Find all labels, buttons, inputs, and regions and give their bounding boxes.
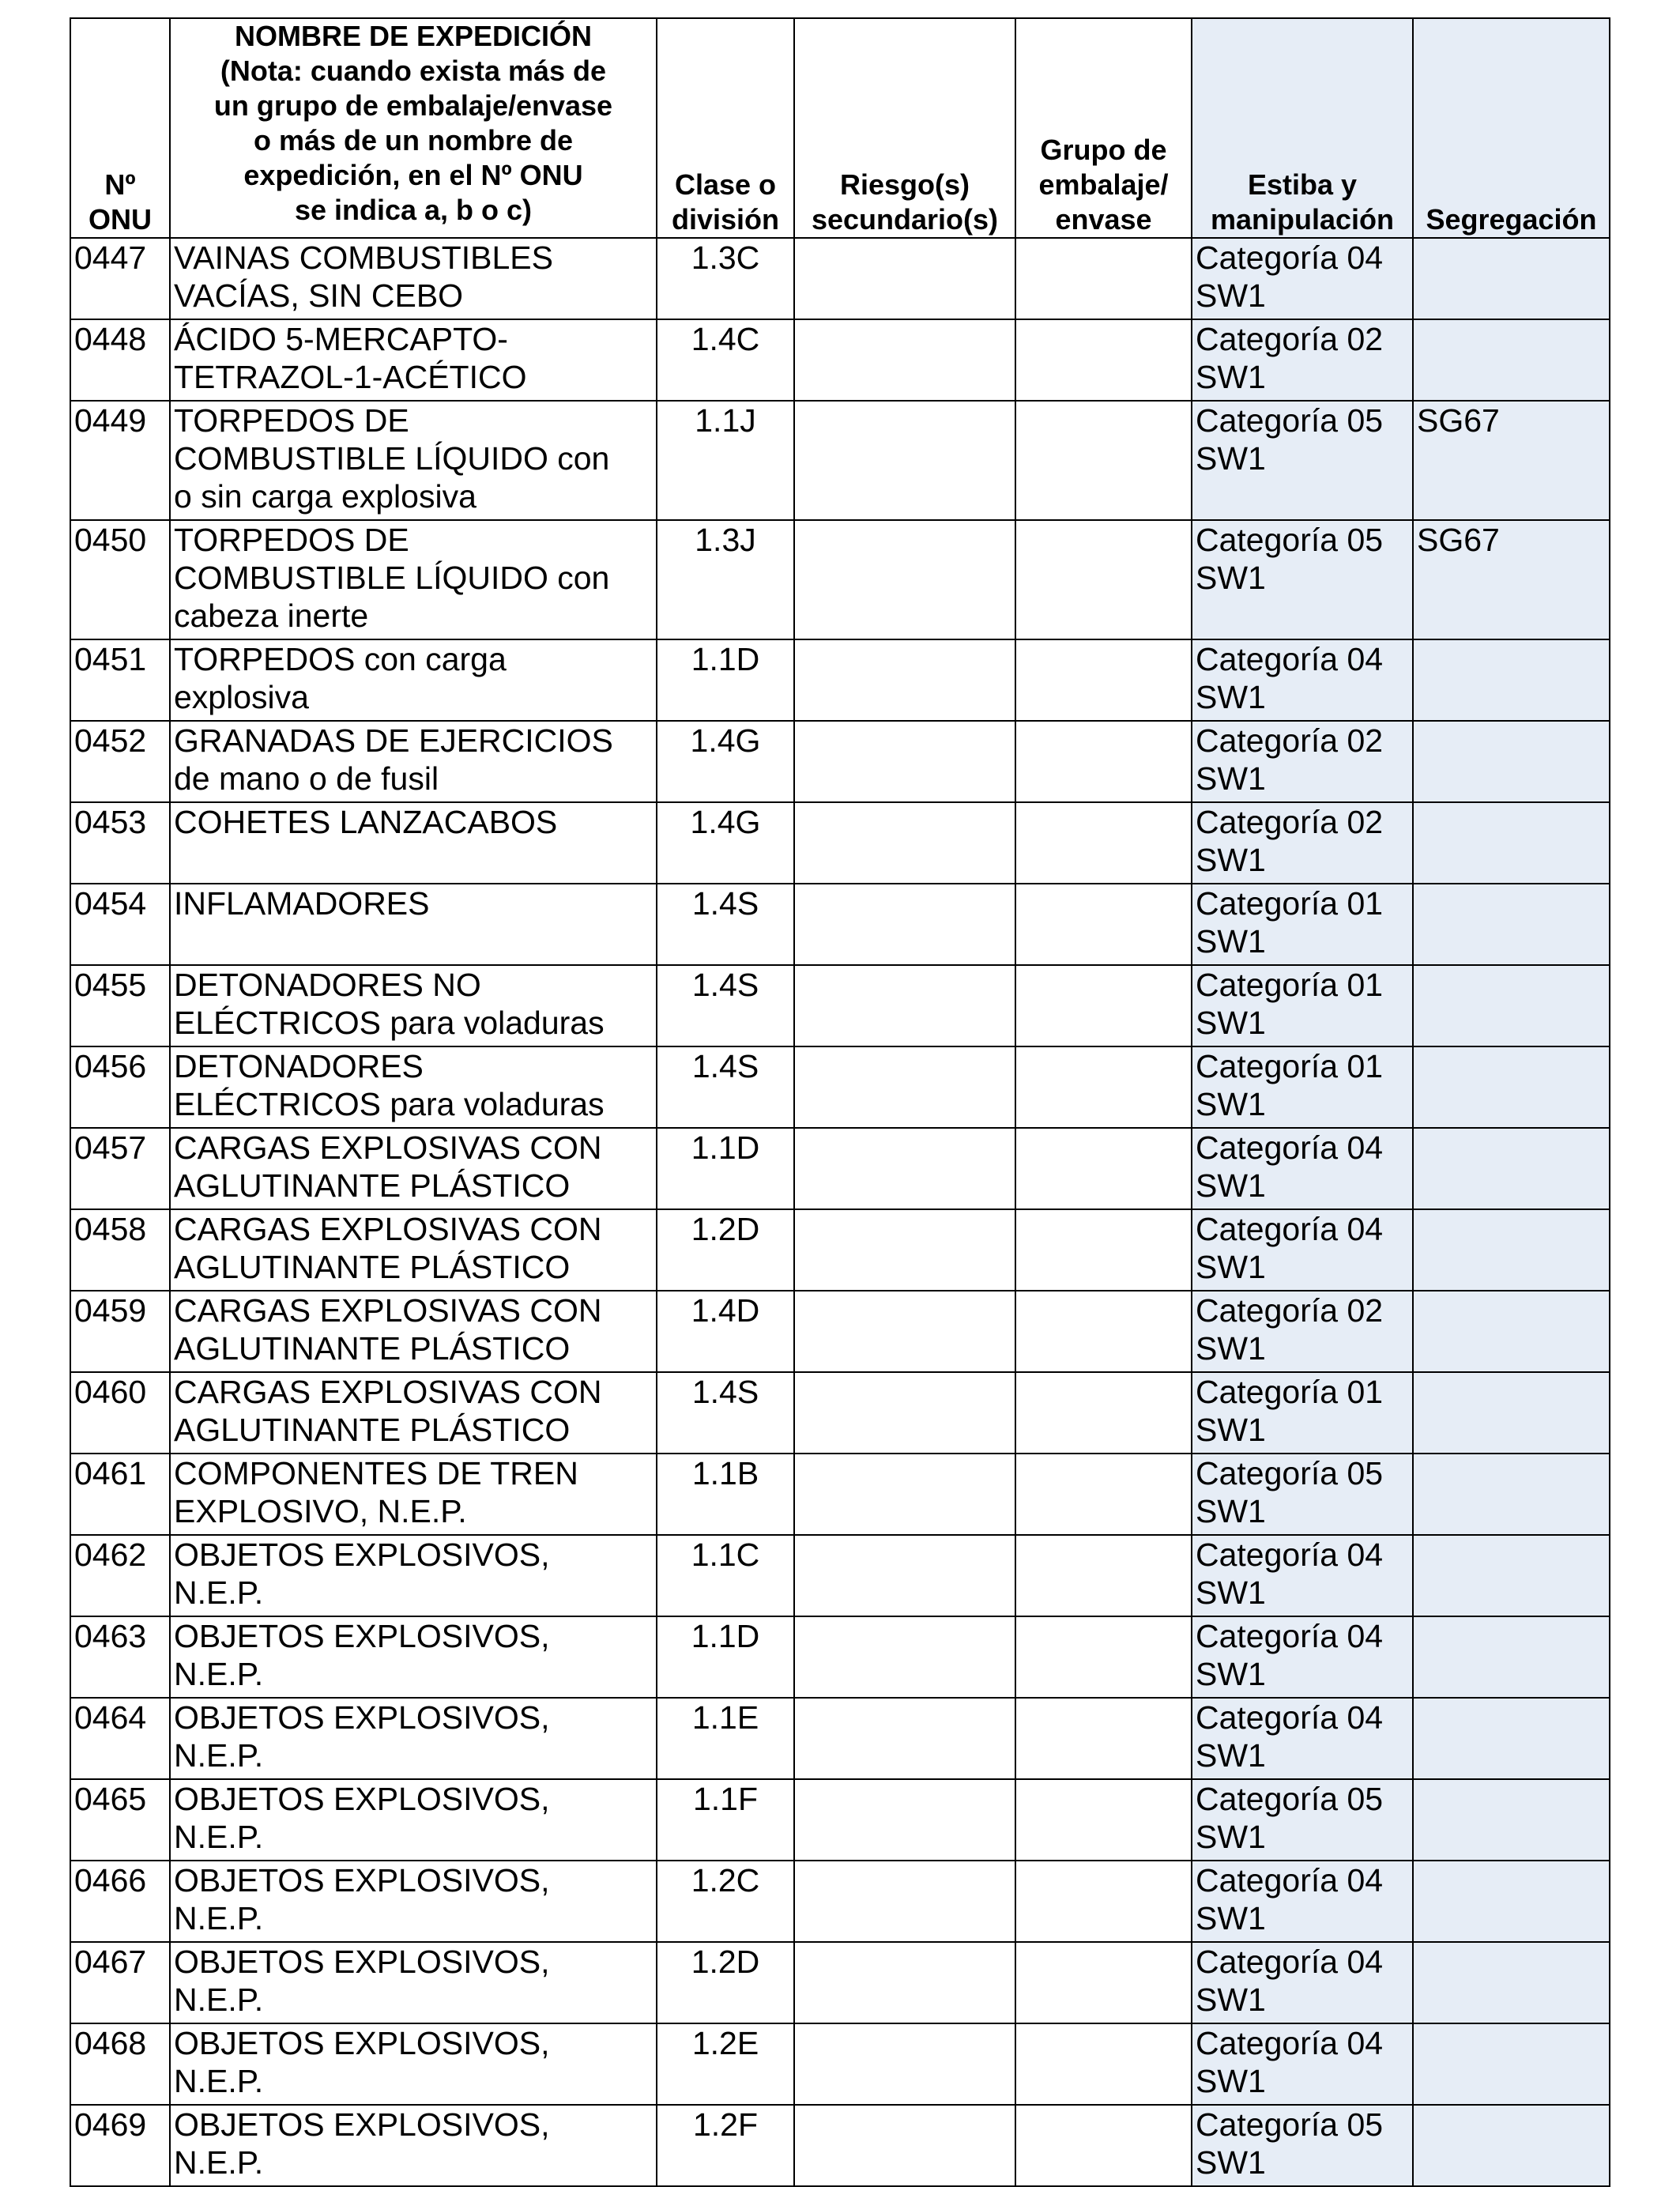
shipping-name-cell: OBJETOS EXPLOSIVOS, N.E.P. [170,1861,657,1942]
packing-group-cell [1015,1291,1192,1372]
packing-group-cell [1015,238,1192,319]
shipping-name-cell: TORPEDOS con carga explosiva [170,639,657,721]
segregation-cell [1413,1535,1610,1616]
shipping-name-cell: COHETES LANZACABOS [170,802,657,884]
subsidiary-risk-cell [794,639,1015,721]
stowage-cell: Categoría 01 SW1 [1192,965,1413,1046]
segregation-cell [1413,965,1610,1046]
stowage-cell: Categoría 04 SW1 [1192,1616,1413,1698]
shipping-name-cell: OBJETOS EXPLOSIVOS, N.E.P. [170,1779,657,1861]
stowage-cell: Categoría 04 SW1 [1192,2023,1413,2105]
stowage-cell: Categoría 02 SW1 [1192,1291,1413,1372]
shipping-name-cell: INFLAMADORES [170,884,657,965]
packing-group-cell [1015,1779,1192,1861]
segregation-cell [1413,238,1610,319]
table-row [70,721,1610,802]
un-number-cell: 0460 [70,1372,170,1454]
subsidiary-risk-cell [794,319,1015,401]
packing-group-cell [1015,1454,1192,1535]
table-row [70,802,1610,884]
class-division-cell: 1.2E [657,2023,794,2105]
class-division-cell: 1.4S [657,1372,794,1454]
stowage-cell: Categoría 01 SW1 [1192,1372,1413,1454]
un-number-cell: 0466 [70,1861,170,1942]
segregation-cell [1413,639,1610,721]
shipping-name-cell: OBJETOS EXPLOSIVOS, N.E.P. [170,2023,657,2105]
class-division-cell: 1.2D [657,1942,794,2023]
stowage-cell: Categoría 02 SW1 [1192,319,1413,401]
shipping-name-cell: CARGAS EXPLOSIVAS CON AGLUTINANTE PLÁSTICO [170,1128,657,1209]
class-division-cell: 1.1E [657,1698,794,1779]
table-body [70,238,1610,2186]
class-division-cell: 1.4S [657,884,794,965]
stowage-cell: Categoría 04 SW1 [1192,1128,1413,1209]
stowage-cell: Categoría 05 SW1 [1192,401,1413,520]
subsidiary-risk-cell [794,1209,1015,1291]
segregation-cell [1413,1128,1610,1209]
segregation-cell [1413,319,1610,401]
segregation-cell [1413,802,1610,884]
segregation-cell [1413,1209,1610,1291]
table-row [70,238,1610,319]
segregation-cell [1413,721,1610,802]
class-division-cell: 1.4S [657,965,794,1046]
shipping-name-cell: GRANADAS DE EJERCICIOS de mano o de fusil [170,721,657,802]
shipping-name-cell: DETONADORES NO ELÉCTRICOS para voladuras [170,965,657,1046]
stowage-cell: Categoría 01 SW1 [1192,884,1413,965]
packing-group-cell [1015,319,1192,401]
packing-group-cell [1015,1698,1192,1779]
packing-group-cell [1015,721,1192,802]
packing-group-cell [1015,1128,1192,1209]
subsidiary-risk-cell [794,2105,1015,2186]
class-division-cell: 1.2D [657,1209,794,1291]
subsidiary-risk-cell [794,721,1015,802]
un-number-cell: 0463 [70,1616,170,1698]
segregation-cell [1413,1454,1610,1535]
segregation-cell [1413,1046,1610,1128]
shipping-name-cell: OBJETOS EXPLOSIVOS, N.E.P. [170,1942,657,2023]
segregation-cell [1413,1698,1610,1779]
un-number-cell: 0453 [70,802,170,884]
stowage-cell: Categoría 04 SW1 [1192,1698,1413,1779]
subsidiary-risk-cell [794,1046,1015,1128]
header-row [70,18,1610,238]
stowage-cell: Categoría 04 SW1 [1192,238,1413,319]
class-division-cell: 1.3C [657,238,794,319]
class-division-cell: 1.1D [657,639,794,721]
segregation-cell [1413,1861,1610,1942]
un-number-cell: 0464 [70,1698,170,1779]
packing-group-cell [1015,2023,1192,2105]
table-row [70,520,1610,639]
un-number-cell: 0462 [70,1535,170,1616]
un-number-cell: 0458 [70,1209,170,1291]
packing-group-cell [1015,520,1192,639]
un-number-cell: 0448 [70,319,170,401]
stowage-cell: Categoría 04 SW1 [1192,1535,1413,1616]
table-row [70,1128,1610,1209]
shipping-name-cell: VAINAS COMBUSTIBLES VACÍAS, SIN CEBO [170,238,657,319]
un-number-cell: 0465 [70,1779,170,1861]
subsidiary-risk-cell [794,1616,1015,1698]
class-division-cell: 1.1C [657,1535,794,1616]
stowage-cell: Categoría 04 SW1 [1192,1861,1413,1942]
stowage-cell: Categoría 04 SW1 [1192,1209,1413,1291]
class-division-cell: 1.1B [657,1454,794,1535]
header-subsidiary-risk: Riesgo(s) secundario(s) [794,18,1015,238]
un-number-cell: 0454 [70,884,170,965]
subsidiary-risk-cell [794,401,1015,520]
subsidiary-risk-cell [794,965,1015,1046]
shipping-name-cell: OBJETOS EXPLOSIVOS, N.E.P. [170,1698,657,1779]
stowage-cell: Categoría 04 SW1 [1192,639,1413,721]
shipping-name-cell: TORPEDOS DE COMBUSTIBLE LÍQUIDO con cabeza inerte [170,520,657,639]
un-number-cell: 0452 [70,721,170,802]
table-row [70,1698,1610,1779]
packing-group-cell [1015,2105,1192,2186]
subsidiary-risk-cell [794,1779,1015,1861]
table-row [70,1291,1610,1372]
shipping-name-cell: OBJETOS EXPLOSIVOS, N.E.P. [170,1535,657,1616]
table-row [70,1942,1610,2023]
table-row [70,1779,1610,1861]
class-division-cell: 1.4C [657,319,794,401]
un-number-cell: 0459 [70,1291,170,1372]
packing-group-cell [1015,401,1192,520]
header-un-number: Nº ONU [70,18,170,238]
stowage-cell: Categoría 05 SW1 [1192,520,1413,639]
class-division-cell: 1.4G [657,802,794,884]
subsidiary-risk-cell [794,1454,1015,1535]
segregation-cell [1413,1291,1610,1372]
class-division-cell: 1.1J [657,401,794,520]
subsidiary-risk-cell [794,1942,1015,2023]
shipping-name-cell: OBJETOS EXPLOSIVOS, N.E.P. [170,1616,657,1698]
table-row [70,1209,1610,1291]
shipping-name-cell: CARGAS EXPLOSIVAS CON AGLUTINANTE PLÁSTICO [170,1291,657,1372]
packing-group-cell [1015,1046,1192,1128]
subsidiary-risk-cell [794,520,1015,639]
segregation-cell: SG67 [1413,520,1610,639]
packing-group-cell [1015,965,1192,1046]
un-number-cell: 0461 [70,1454,170,1535]
subsidiary-risk-cell [794,1535,1015,1616]
un-number-cell: 0451 [70,639,170,721]
un-number-cell: 0469 [70,2105,170,2186]
packing-group-cell [1015,1372,1192,1454]
packing-group-cell [1015,1861,1192,1942]
packing-group-cell [1015,1616,1192,1698]
un-number-cell: 0456 [70,1046,170,1128]
table-row [70,1616,1610,1698]
table-row [70,1535,1610,1616]
un-number-cell: 0457 [70,1128,170,1209]
class-division-cell: 1.1F [657,1779,794,1861]
class-division-cell: 1.2C [657,1861,794,1942]
subsidiary-risk-cell [794,1372,1015,1454]
packing-group-cell [1015,802,1192,884]
segregation-cell [1413,1779,1610,1861]
table-row [70,2023,1610,2105]
header-packing-group: Grupo de embalaje/ envase [1015,18,1192,238]
header-segregation: Segregación [1413,18,1610,238]
header-stowage: Estiba y manipulación [1192,18,1413,238]
shipping-name-cell: CARGAS EXPLOSIVAS CON AGLUTINANTE PLÁSTICO [170,1372,657,1454]
shipping-name-cell: TORPEDOS DE COMBUSTIBLE LÍQUIDO con o sin carga explosiva [170,401,657,520]
stowage-cell: Categoría 05 SW1 [1192,1454,1413,1535]
un-number-cell: 0468 [70,2023,170,2105]
subsidiary-risk-cell [794,802,1015,884]
segregation-cell [1413,1616,1610,1698]
table-row [70,1046,1610,1128]
subsidiary-risk-cell [794,1128,1015,1209]
table-row [70,639,1610,721]
packing-group-cell [1015,1209,1192,1291]
dangerous-goods-table [70,17,1610,2187]
table-row [70,2105,1610,2186]
subsidiary-risk-cell [794,1291,1015,1372]
un-number-cell: 0447 [70,238,170,319]
stowage-cell: Categoría 04 SW1 [1192,1942,1413,2023]
shipping-name-cell: ÁCIDO 5-MERCAPTO- TETRAZOL-1-ACÉTICO [170,319,657,401]
stowage-cell: Categoría 01 SW1 [1192,1046,1413,1128]
subsidiary-risk-cell [794,238,1015,319]
table-row [70,401,1610,520]
un-number-cell: 0455 [70,965,170,1046]
subsidiary-risk-cell [794,1861,1015,1942]
packing-group-cell [1015,884,1192,965]
stowage-cell: Categoría 02 SW1 [1192,802,1413,884]
table-row [70,1372,1610,1454]
segregation-cell [1413,884,1610,965]
shipping-name-cell: OBJETOS EXPLOSIVOS, N.E.P. [170,2105,657,2186]
header-shipping-name: NOMBRE DE EXPEDICIÓN (Nota: cuando exista más de un grupo de embalaje/envase o más de un nombre de expedición, en el Nº ONU se indica a, b o c) [170,18,657,238]
packing-group-cell [1015,1535,1192,1616]
shipping-name-cell: COMPONENTES DE TREN EXPLOSIVO, N.E.P. [170,1454,657,1535]
table-row [70,965,1610,1046]
class-division-cell: 1.4G [657,721,794,802]
shipping-name-cell: CARGAS EXPLOSIVAS CON AGLUTINANTE PLÁSTICO [170,1209,657,1291]
segregation-cell [1413,1372,1610,1454]
header-class-division: Clase o división [657,18,794,238]
class-division-cell: 1.1D [657,1616,794,1698]
packing-group-cell [1015,639,1192,721]
segregation-cell [1413,1942,1610,2023]
shipping-name-cell: DETONADORES ELÉCTRICOS para voladuras [170,1046,657,1128]
segregation-cell: SG67 [1413,401,1610,520]
table-row [70,884,1610,965]
un-number-cell: 0449 [70,401,170,520]
class-division-cell: 1.1D [657,1128,794,1209]
class-division-cell: 1.4S [657,1046,794,1128]
segregation-cell [1413,2105,1610,2186]
packing-group-cell [1015,1942,1192,2023]
class-division-cell: 1.4D [657,1291,794,1372]
segregation-cell [1413,2023,1610,2105]
table-row [70,1454,1610,1535]
stowage-cell: Categoría 05 SW1 [1192,2105,1413,2186]
subsidiary-risk-cell [794,2023,1015,2105]
stowage-cell: Categoría 05 SW1 [1192,1779,1413,1861]
un-number-cell: 0467 [70,1942,170,2023]
subsidiary-risk-cell [794,884,1015,965]
table-row [70,1861,1610,1942]
un-number-cell: 0450 [70,520,170,639]
subsidiary-risk-cell [794,1698,1015,1779]
class-division-cell: 1.2F [657,2105,794,2186]
class-division-cell: 1.3J [657,520,794,639]
table-row [70,319,1610,401]
stowage-cell: Categoría 02 SW1 [1192,721,1413,802]
